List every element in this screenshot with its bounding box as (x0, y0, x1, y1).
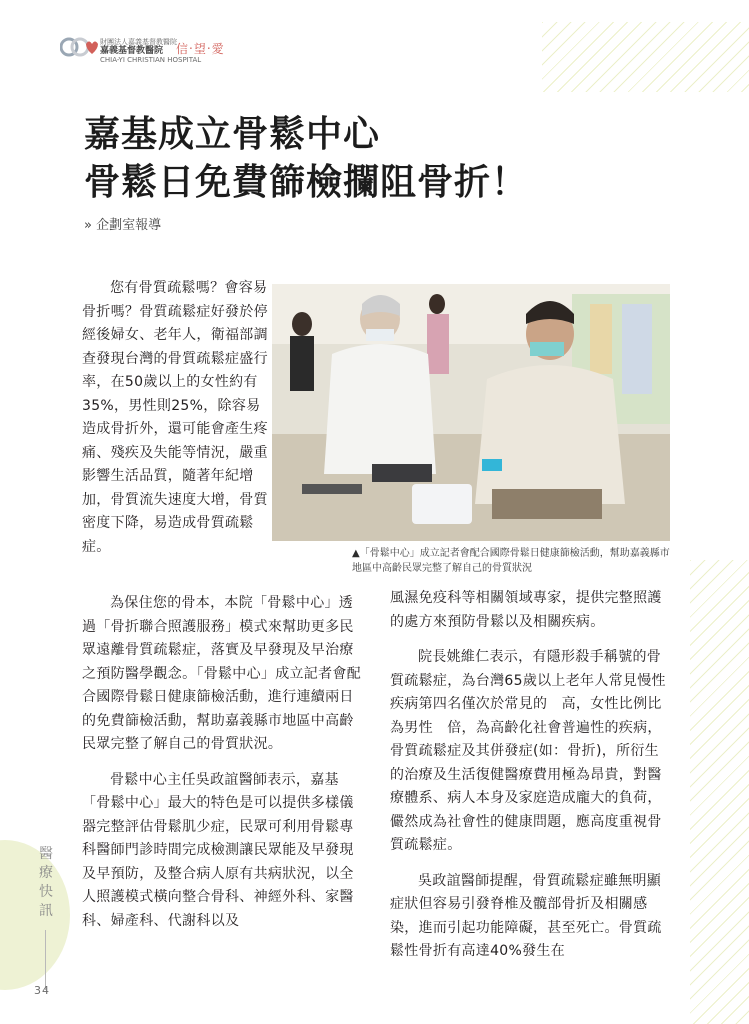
paragraph: 骨鬆中心主任吳政誼醫師表示，嘉基「骨鬆中心」最大的特色是可以提供多樣儀器完整評估骨鬆肌少症，民眾可利用骨鬆專科醫師門診時間完成檢測讓民眾能及早發現及早預防，及整合病人原有共病狀況，以全人照護模式橫向整合骨科、神經外科、家醫科、婦產科、代謝科以及 (82, 771, 354, 929)
margin-stripes-decoration (690, 560, 749, 1024)
paragraph: 風濕免疫科等相關領域專家，提供完整照護的處方來預防骨鬆以及相關疾病。 (390, 590, 662, 630)
photo-caption (352, 546, 674, 576)
section-label: 醫療快訊 (39, 846, 53, 919)
byline: » 企劃室報導 (84, 218, 162, 233)
tagline: 信‧望‧愛 (176, 42, 225, 56)
org-line-2: 嘉義基督教醫院 (100, 46, 164, 56)
screening-event-photo (272, 284, 670, 541)
section-divider (45, 930, 46, 990)
title-line-2: 骨鬆日免費篩檢攔阻骨折！ (84, 161, 529, 203)
paragraph: 院長姚維仁表示，有隱形殺手稱號的骨質疏鬆症，為台灣65歲以上老年人常見慢性疾病第四名僅次於常見的 高，女性比例比為男性 倍，為高齡化社會普遍性的疾病，骨質疏鬆症及其併發症(如：骨折)，所衍生的治療及生活復健醫療費用極為昂貴，對醫療體系、病人本身及家庭造成龐大的負荷，儼然成為社會性的健康問題，應高度重視骨質疏鬆症。 (390, 649, 666, 853)
side-circle-decoration (0, 840, 70, 990)
article-title (84, 110, 528, 206)
hospital-logo (60, 36, 98, 58)
caption-text: 「骨鬆中心」成立記者會配合國際骨鬆日健康篩檢活動，幫助嘉義縣市地區中高齡民眾完整了解自己的骨質狀況 (352, 548, 670, 574)
intro-text: 您有骨質疏鬆嗎？會容易骨折嗎？骨質疏鬆症好發於停經後婦女、老年人，衛福部調查發現台灣的骨質疏鬆症盛行率，在50歲以上的女性約有35%，男性則25%，除容易造成骨折外，還可能會產生疼痛、殘疾及失能等情況，嚴重影響生活品質，隨著年紀增加，骨質流失速度大增，骨質密度下降，易造成骨質疏鬆症。 (82, 280, 268, 555)
org-line-1: 財團法人嘉義基督教醫院 (100, 38, 177, 46)
page-number: 34 (34, 984, 50, 997)
caption-triangle-icon: ▲ (352, 548, 360, 559)
title-line-1: 嘉基成立骨鬆中心 (84, 113, 381, 155)
org-line-3: CHIA-YI CHRISTIAN HOSPITAL (100, 56, 202, 64)
header-stripes-decoration (542, 22, 749, 92)
paragraph: 吳政誼醫師提醒，骨質疏鬆症雖無明顯症狀但容易引發脊椎及髖部骨折及相關感染，進而引起功能障礙，甚至死亡。骨質疏鬆性骨折有高達40%發生在 (390, 872, 662, 959)
body-column-right (390, 587, 672, 976)
paragraph: 為保住您的骨本，本院「骨鬆中心」透過「骨折聯合照護服務」模式來幫助更多民眾遠離骨質疏鬆症，落實及早發現及早治療之預防醫學觀念。「骨鬆中心」成立記者會配合國際骨鬆日健康篩檢活動，進行連續兩日的免費篩檢活動，幫助嘉義縣市地區中高齡民眾完整了解自己的骨質狀況。 (82, 595, 361, 752)
intro-paragraph (82, 277, 268, 571)
body-column-left (82, 592, 364, 945)
